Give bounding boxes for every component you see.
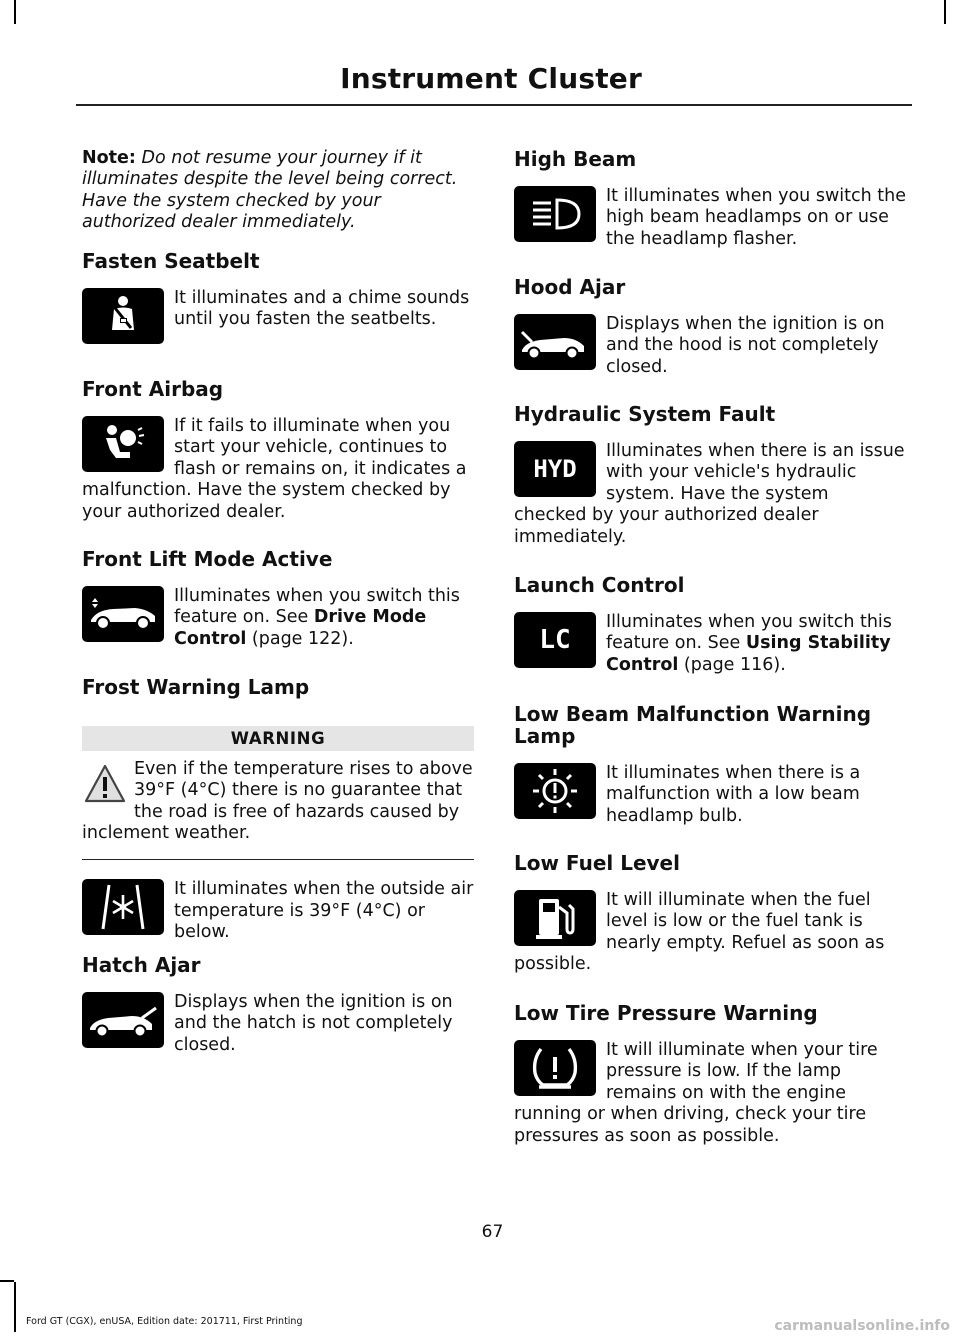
front-lift-icon xyxy=(82,586,164,642)
section-title: Frost Warning Lamp xyxy=(82,675,310,699)
note-block xyxy=(82,148,474,234)
section-text: It illuminates when there is a malfunction with a low beam headlamp bulb. xyxy=(606,763,861,826)
page-number: 67 xyxy=(481,1222,504,1242)
note-label: Note: xyxy=(82,148,136,168)
footer-edition: Ford GT (CGX), enUSA, Edition date: 201711, First Printing xyxy=(26,1316,303,1327)
airbag-icon xyxy=(82,416,164,472)
warning-triangle-icon xyxy=(84,763,126,805)
section-frost-warning xyxy=(82,676,474,943)
low-beam-malfunction-icon xyxy=(514,763,596,819)
crop-mark xyxy=(14,1282,16,1332)
fuel-pump-icon xyxy=(514,890,596,946)
section-text: It illuminates and a chime sounds until you fasten the seatbelts. xyxy=(174,288,470,330)
section-hydraulic xyxy=(514,403,906,548)
section-hatch-ajar xyxy=(82,954,474,1056)
section-title: Low Beam Malfunction Warning Lamp xyxy=(514,702,872,748)
section-text: It will illuminate when the fuel level is low or the fuel tank is nearly empty. Refuel as soon as possible. xyxy=(514,890,885,975)
section-low-beam-malfunction xyxy=(514,703,906,827)
xref-link[interactable]: Drive Mode Control xyxy=(174,607,427,649)
section-text-post: (page 116). xyxy=(678,654,786,675)
high-beam-icon xyxy=(514,186,596,242)
section-text: It illuminates when the outside air temperature is 39°F (4°C) or below. xyxy=(174,879,474,943)
hatch-ajar-icon xyxy=(82,992,164,1048)
section-title: High Beam xyxy=(514,147,637,171)
section-title: Hood Ajar xyxy=(514,275,626,299)
warning-divider xyxy=(82,859,474,861)
header-divider xyxy=(76,104,912,106)
warning-text: Even if the temperature rises to above 39°F (4°C) there is no guarantee that the road is free of hazards caused by inclement weather. xyxy=(82,759,473,844)
section-text: Displays when the ignition is on and the hood is not completely closed. xyxy=(606,314,885,377)
section-title: Low Tire Pressure Warning xyxy=(514,1001,818,1025)
crop-mark xyxy=(944,0,946,24)
section-title: Fasten Seatbelt xyxy=(82,249,260,273)
crop-mark xyxy=(14,0,16,24)
section-text: Illuminates when there is an issue with your vehicle's hydraulic system. Have the system checked by your authorized dealer immediately. xyxy=(514,441,905,547)
section-text-pre: Illuminates when you switch this feature on. See xyxy=(606,612,892,654)
warning-bar: WARNING xyxy=(82,726,474,751)
page-title: Instrument Cluster xyxy=(340,62,642,95)
xref-link[interactable]: Using Stability Control xyxy=(606,633,891,675)
section-hood-ajar xyxy=(514,276,906,378)
section-high-beam xyxy=(514,148,906,250)
section-front-airbag xyxy=(82,378,474,523)
tire-pressure-icon xyxy=(514,1040,596,1096)
section-title: Hydraulic System Fault xyxy=(514,402,776,426)
hyd-icon-label: HYD xyxy=(533,455,577,483)
section-title: Front Airbag xyxy=(82,377,224,401)
section-text: It will illuminate when your tire pressure is low. If the lamp remains on with the engine running or when driving, check your tire pressures as soon as possible. xyxy=(514,1040,878,1146)
section-text-pre: Illuminates when you switch this feature on. See xyxy=(174,586,460,628)
section-low-tire xyxy=(514,1002,906,1147)
hood-ajar-icon xyxy=(514,314,596,370)
snowflake-icon xyxy=(82,879,164,935)
lc-icon-label: LC xyxy=(539,625,571,655)
section-text: If it fails to illuminate when you start your vehicle, continues to flash or remains on, it indicates a malfunction. Have the system checked by your authorized dealer. xyxy=(82,416,467,522)
note-paragraph xyxy=(82,148,474,234)
crop-mark xyxy=(0,1280,14,1282)
hyd-icon xyxy=(514,441,596,497)
section-low-fuel xyxy=(514,852,906,976)
section-title: Launch Control xyxy=(514,573,685,597)
section-title: Front Lift Mode Active xyxy=(82,547,333,571)
watermark: carmanualsonline.info xyxy=(774,1318,950,1334)
lc-icon xyxy=(514,612,596,668)
section-text-post: (page 122). xyxy=(246,628,354,649)
section-text: Displays when the ignition is on and the hatch is not completely closed. xyxy=(174,992,453,1055)
section-fasten-seatbelt xyxy=(82,250,474,348)
section-title: Low Fuel Level xyxy=(514,851,680,875)
section-front-lift xyxy=(82,548,474,650)
section-title: Hatch Ajar xyxy=(82,953,201,977)
section-launch-control xyxy=(514,574,906,676)
seatbelt-icon xyxy=(82,288,164,344)
note-text: Do not resume your journey if it illuminates despite the level being correct. Have the system checked by your authorized dealer immediately. xyxy=(82,148,458,233)
section-text: It illuminates when you switch the high beam headlamps on or use the headlamp flasher. xyxy=(606,186,906,249)
